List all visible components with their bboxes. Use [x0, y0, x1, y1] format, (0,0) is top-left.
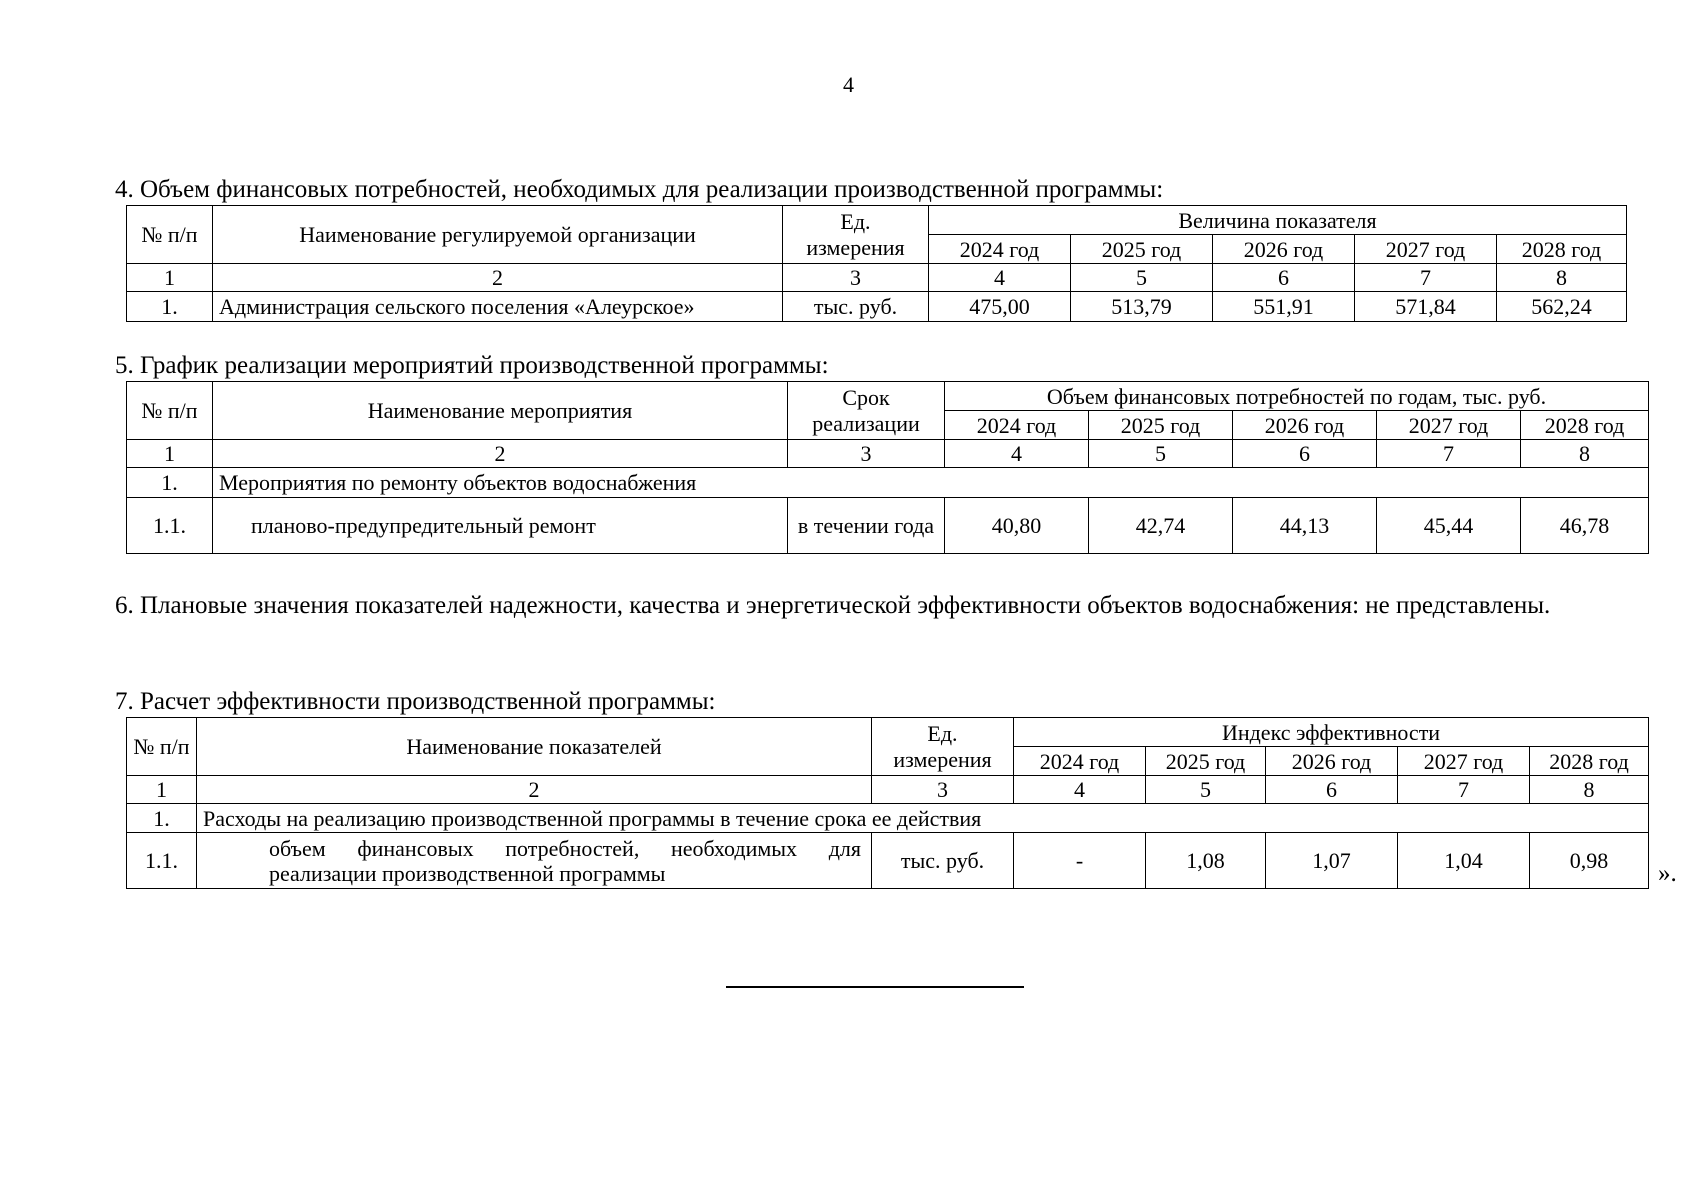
row-value: 44,13 — [1233, 498, 1377, 554]
row-num: 1.1. — [127, 498, 213, 554]
header-num: № п/п — [127, 718, 197, 776]
index-cell: 1 — [127, 264, 213, 292]
header-indicator-name: Наименование показателей — [197, 718, 872, 776]
group-row-num: 1. — [127, 468, 213, 498]
efficiency-table — [126, 717, 1649, 889]
header-activity-name: Наименование мероприятия — [213, 382, 788, 440]
index-cell: 5 — [1071, 264, 1213, 292]
index-cell: 5 — [1146, 776, 1266, 804]
index-cell: 1 — [127, 776, 197, 804]
table-row — [127, 292, 1627, 322]
row-value: 40,80 — [945, 498, 1089, 554]
group-row-num: 1. — [127, 804, 197, 833]
index-cell: 4 — [929, 264, 1071, 292]
row-activity-name: планово-предупредительный ремонт — [213, 498, 788, 554]
header-num: № п/п — [127, 206, 213, 264]
index-cell: 5 — [1089, 440, 1233, 468]
header-num: № п/п — [127, 382, 213, 440]
row-value: 46,78 — [1521, 498, 1649, 554]
row-value: 1,08 — [1146, 833, 1266, 889]
header-year: 2027 год — [1398, 747, 1530, 776]
index-cell: 7 — [1355, 264, 1497, 292]
index-cell: 2 — [213, 264, 783, 292]
header-term: Срок реализации — [788, 382, 945, 440]
header-unit: Ед. измерения — [872, 718, 1014, 776]
section-7-title: 7. Расчет эффективности производственной программы: — [115, 688, 716, 715]
index-row — [127, 264, 1627, 292]
header-year: 2027 год — [1355, 235, 1497, 264]
section-4-title: 4. Объем финансовых потребностей, необходимых для реализации производственной программы: — [115, 176, 1164, 203]
group-row — [127, 468, 1649, 498]
index-cell: 4 — [945, 440, 1089, 468]
index-cell: 2 — [197, 776, 872, 804]
header-year: 2025 год — [1089, 411, 1233, 440]
row-unit: тыс. руб. — [783, 292, 929, 322]
row-value: 45,44 — [1377, 498, 1521, 554]
row-value: 571,84 — [1355, 292, 1497, 322]
row-value: 42,74 — [1089, 498, 1233, 554]
group-row-name: Мероприятия по ремонту объектов водоснабжения — [213, 468, 1649, 498]
header-year: 2026 год — [1266, 747, 1398, 776]
header-indicator-value: Величина показателя — [929, 206, 1627, 235]
section-5-title: 5. График реализации мероприятий производственной программы: — [115, 352, 829, 379]
index-cell: 6 — [1266, 776, 1398, 804]
row-unit: тыс. руб. — [872, 833, 1014, 889]
row-term: в течении года — [788, 498, 945, 554]
index-cell: 3 — [788, 440, 945, 468]
header-year: 2028 год — [1497, 235, 1627, 264]
row-org-name: Администрация сельского поселения «Алеурское» — [213, 292, 783, 322]
row-indicator-name: объем финансовых потребностей, необходимых для реализации производственной программы — [197, 833, 872, 889]
row-value: 0,98 — [1530, 833, 1649, 889]
header-year: 2026 год — [1213, 235, 1355, 264]
group-row-name: Расходы на реализацию производственной программы в течение срока ее действия — [197, 804, 1649, 833]
header-year: 2024 год — [945, 411, 1089, 440]
page-number: 4 — [843, 72, 854, 97]
header-year: 2024 год — [929, 235, 1071, 264]
header-financial-volume: Объем финансовых потребностей по годам, тыс. руб. — [945, 382, 1649, 411]
index-cell: 6 — [1233, 440, 1377, 468]
index-cell: 6 — [1213, 264, 1355, 292]
index-row — [127, 440, 1649, 468]
header-year: 2028 год — [1521, 411, 1649, 440]
row-num: 1. — [127, 292, 213, 322]
header-efficiency-index: Индекс эффективности — [1014, 718, 1649, 747]
footer-divider — [726, 986, 1024, 988]
schedule-table — [126, 381, 1649, 554]
group-row — [127, 804, 1649, 833]
index-cell: 7 — [1398, 776, 1530, 804]
index-row — [127, 776, 1649, 804]
header-year: 2025 год — [1146, 747, 1266, 776]
header-year: 2028 год — [1530, 747, 1649, 776]
header-year: 2025 год — [1071, 235, 1213, 264]
index-cell: 8 — [1497, 264, 1627, 292]
index-cell: 3 — [872, 776, 1014, 804]
row-value: 1,07 — [1266, 833, 1398, 889]
header-year: 2024 год — [1014, 747, 1146, 776]
index-cell: 3 — [783, 264, 929, 292]
row-num: 1.1. — [127, 833, 197, 889]
table-row — [127, 833, 1649, 889]
index-cell: 1 — [127, 440, 213, 468]
row-value: 1,04 — [1398, 833, 1530, 889]
header-unit: Ед. измерения — [783, 206, 929, 264]
financial-needs-table — [126, 205, 1627, 322]
header-org-name: Наименование регулируемой организации — [213, 206, 783, 264]
closing-quote: ». — [1658, 860, 1677, 887]
row-value: 513,79 — [1071, 292, 1213, 322]
table-row — [127, 498, 1649, 554]
header-year: 2026 год — [1233, 411, 1377, 440]
index-cell: 2 — [213, 440, 788, 468]
row-value: 475,00 — [929, 292, 1071, 322]
row-value: - — [1014, 833, 1146, 889]
index-cell: 8 — [1530, 776, 1649, 804]
section-6-text: 6. Плановые значения показателей надежности, качества и энергетической эффективности объектов водоснабжения: не представлены. — [115, 592, 1551, 619]
row-value: 551,91 — [1213, 292, 1355, 322]
header-year: 2027 год — [1377, 411, 1521, 440]
index-cell: 7 — [1377, 440, 1521, 468]
index-cell: 8 — [1521, 440, 1649, 468]
row-value: 562,24 — [1497, 292, 1627, 322]
index-cell: 4 — [1014, 776, 1146, 804]
